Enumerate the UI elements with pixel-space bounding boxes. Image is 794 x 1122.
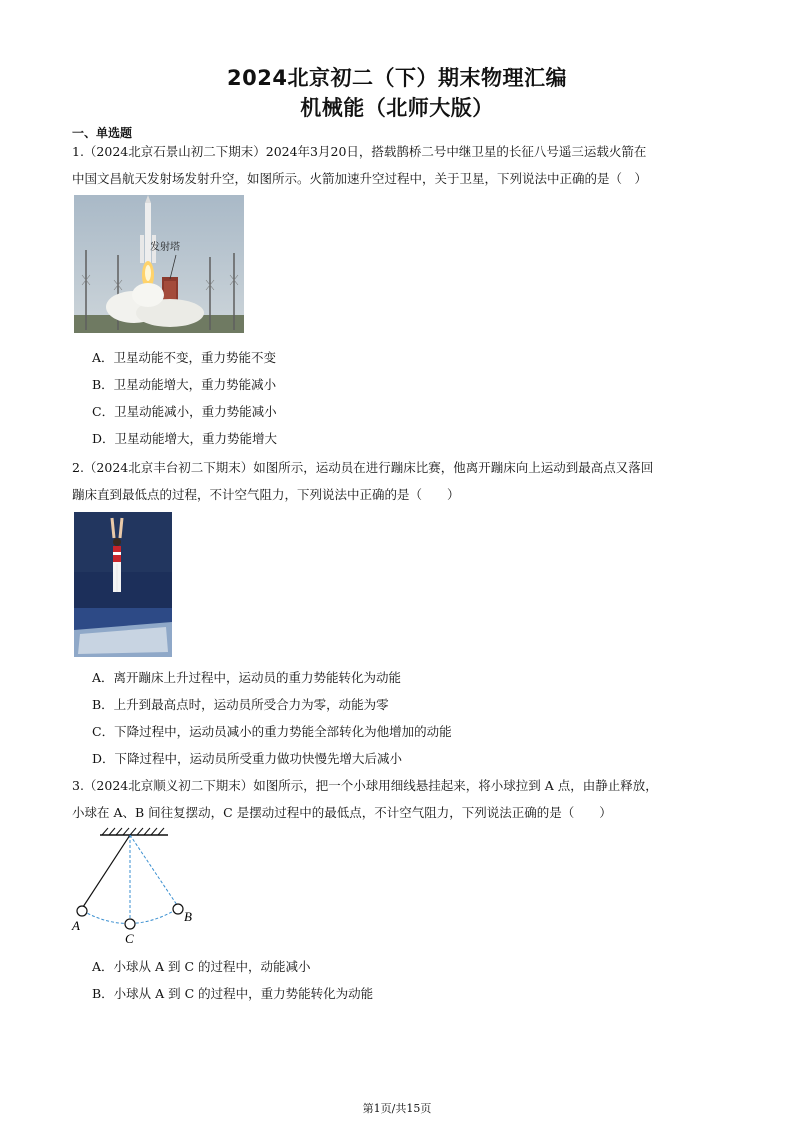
point-a-label: A — [72, 918, 80, 933]
question-3-line-2: 小球在 A、B 间往复摆动，C 是摆动过程中的最低点，不计空气阻力，下列说法正确的是（ ） — [72, 805, 612, 820]
question-3 — [72, 772, 732, 826]
question-2 — [72, 454, 732, 508]
question-2-line-2: 蹦床直到最低点的过程，不计空气阻力，下列说法中正确的是（ ） — [72, 487, 460, 502]
pendulum-diagram — [70, 825, 200, 950]
question-1-line-2: 中国文昌航天发射场发射升空，如图所示。火箭加速升空过程中，关于卫星，下列说法中正确的是（ ） — [72, 171, 648, 186]
trampoline-image — [74, 512, 172, 657]
q3-option-b: B．小球从 A 到 C 的过程中，重力势能转化为动能 — [92, 986, 374, 1001]
section-heading: 一、单选题 — [72, 126, 133, 140]
q2-option-c: C．下降过程中，运动员减小的重力势能全部转化为他增加的动能 — [92, 724, 452, 739]
question-3-line-1: 3.（2024北京顺义初二下期末）如图所示，把一个小球用细线悬挂起来，将小球拉到 A 点，由静止释放， — [72, 778, 658, 793]
q1-option-b: B．卫星动能增大，重力势能减小 — [92, 377, 277, 392]
q2-option-a: A．离开蹦床上升过程中，运动员的重力势能转化为动能 — [92, 670, 402, 685]
point-c-label: C — [125, 931, 134, 946]
point-b-label: B — [184, 909, 192, 924]
question-1 — [72, 138, 732, 192]
document-title: 2024北京初二（下）期末物理汇编 — [227, 66, 567, 90]
q1-option-c: C．卫星动能减小，重力势能减小 — [92, 404, 277, 419]
q3-option-a: A．小球从 A 到 C 的过程中，动能减小 — [92, 959, 311, 974]
document-subtitle: 机械能（北师大版） — [300, 96, 494, 120]
question-2-line-1: 2.（2024北京丰台初二下期末）如图所示，运动员在进行蹦床比赛，他离开蹦床向上运动到最高点又落回 — [72, 460, 654, 475]
q1-option-d: D．卫星动能增大，重力势能增大 — [92, 431, 278, 446]
q2-option-d: D．下降过程中，运动员所受重力做功快慢先增大后减小 — [92, 751, 403, 766]
launch-tower-label: 发射塔 — [150, 242, 180, 253]
page-footer: 第1页/共15页 — [362, 1102, 432, 1115]
q2-option-b: B．上升到最高点时，运动员所受合力为零，动能为零 — [92, 697, 389, 712]
rocket-launch-image — [74, 195, 244, 333]
q1-option-a: A．卫星动能不变，重力势能不变 — [92, 350, 277, 365]
question-1-line-1: 1.（2024北京石景山初二下期末）2024年3月20日，搭载鹊桥二号中继卫星的长征八号遥三运载火箭在 — [72, 144, 647, 159]
